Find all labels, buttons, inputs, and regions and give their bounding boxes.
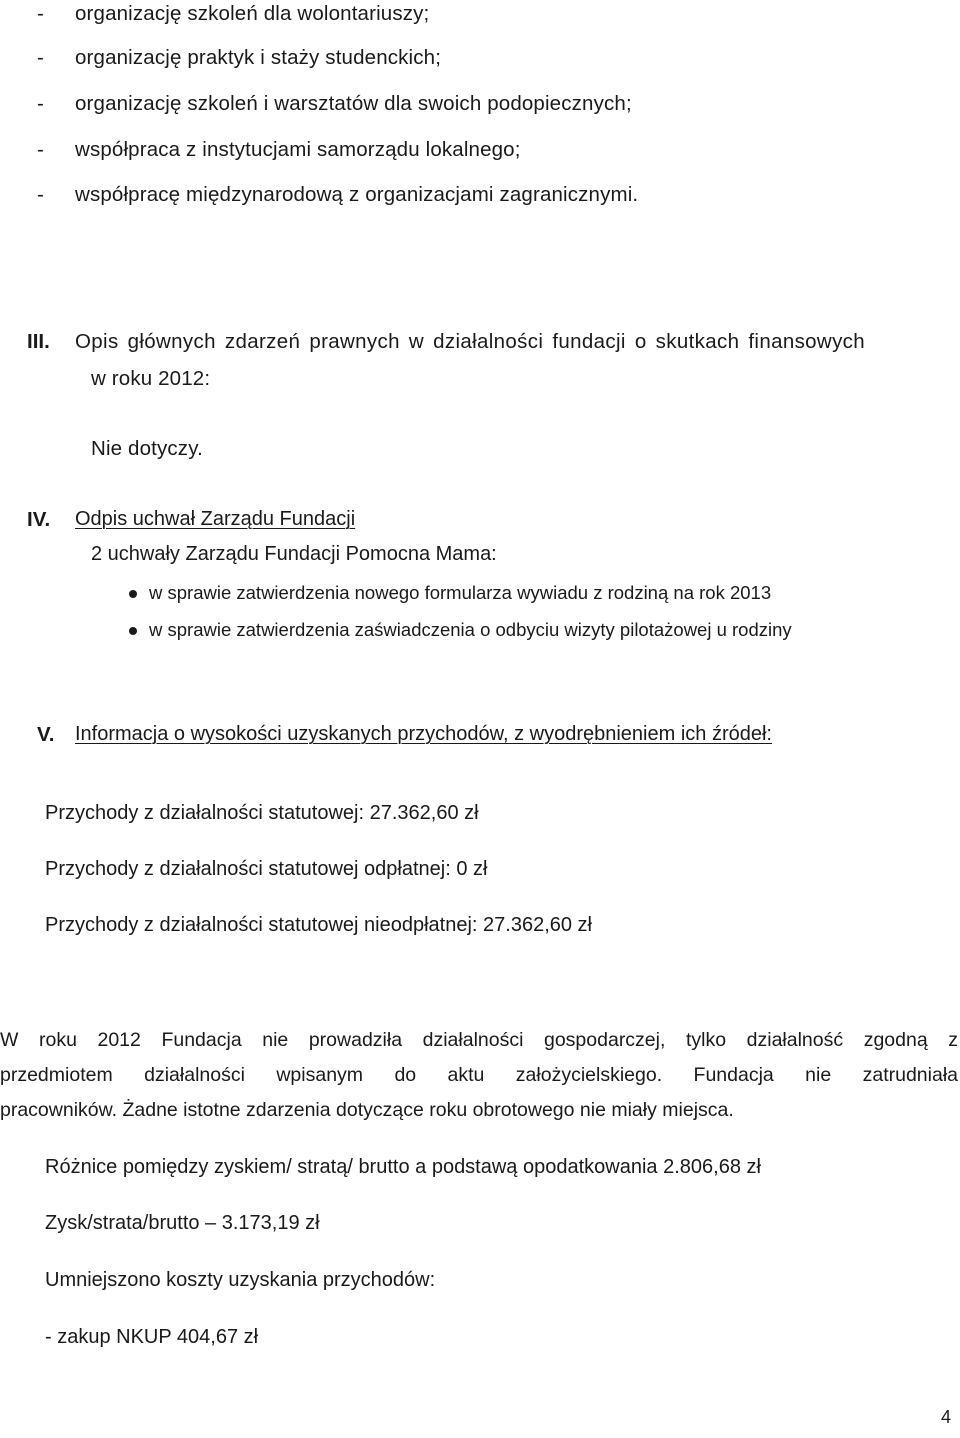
resolutions-intro: 2 uchwały Zarządu Fundacji Pomocna Mama: [91, 543, 497, 565]
list-item [0, 0, 960, 30]
section-body: Nie dotyczy. [91, 437, 203, 460]
section-title: Informacja o wysokości uzyskanych przychodów, z wyodrębnieniem ich źródeł: [75, 723, 772, 745]
list-dash: - [37, 92, 44, 115]
list-item-text: organizację szkoleń i warsztatów dla swoich podopiecznych; [75, 92, 632, 115]
nkup-line: - zakup NKUP 404,67 zł [45, 1326, 259, 1348]
section-number: V. [37, 723, 55, 746]
paragraph-line: pracowników. Żadne istotne zdarzenia dotyczące roku obrotowego nie miały miejsca. [0, 1099, 734, 1121]
list-dash: - [37, 46, 44, 69]
list-dash: - [37, 2, 44, 25]
list-item [0, 136, 960, 166]
paragraph-line: przedmiotem działalności wpisanym do aktu założycielskiego. Fundacja nie zatrudniała [0, 1064, 958, 1086]
list-dash: - [37, 138, 44, 161]
section-number: III. [27, 330, 50, 353]
activity-paragraph [0, 1023, 958, 1128]
revenue-line: Przychody z działalności statutowej odpłatnej: 0 zł [45, 858, 488, 880]
bullet-icon [129, 590, 137, 598]
section-title: Opis głównych zdarzeń prawnych w działalności fundacji o skutkach finansowych [75, 330, 866, 353]
tax-difference-line: Różnice pomiędzy zyskiem/ stratą/ brutto a podstawą opodatkowania 2.806,68 zł [45, 1156, 761, 1178]
list-item [0, 181, 960, 211]
list-item [0, 44, 960, 74]
list-item [0, 90, 960, 120]
bullet-icon [129, 627, 137, 635]
resolution-item: w sprawie zatwierdzenia nowego formularza wywiadu z rodziną na rok 2013 [149, 582, 772, 603]
profit-line: Zysk/strata/brutto – 3.173,19 zł [45, 1212, 320, 1234]
list-item-text: organizację szkoleń dla wolontariuszy; [75, 2, 430, 25]
resolution-item: w sprawie zatwierdzenia zaświadczenia o odbyciu wizyty pilotażowej u rodziny [149, 619, 792, 640]
revenue-line: Przychody z działalności statutowej nieodpłatnej: 27.362,60 zł [45, 914, 592, 936]
page-number: 4 [941, 1407, 952, 1427]
revenue-line: Przychody z działalności statutowej: 27.362,60 zł [45, 802, 479, 824]
list-dash: - [37, 183, 44, 206]
section-number: IV. [27, 508, 51, 531]
paragraph-line: W roku 2012 Fundacja nie prowadziła działalności gospodarczej, tylko działalność zgodną z [0, 1029, 958, 1051]
section-title-continued: w roku 2012: [91, 367, 211, 390]
list-item-text: organizację praktyk i staży studenckich; [75, 46, 442, 69]
costs-reduced-line: Umniejszono koszty uzyskania przychodów: [45, 1269, 436, 1291]
list-item-text: współpracę międzynarodową z organizacjami zagranicznymi. [75, 183, 639, 206]
section-title: Odpis uchwał Zarządu Fundacji [75, 508, 356, 530]
list-item-text: współpraca z instytucjami samorządu lokalnego; [75, 138, 521, 161]
